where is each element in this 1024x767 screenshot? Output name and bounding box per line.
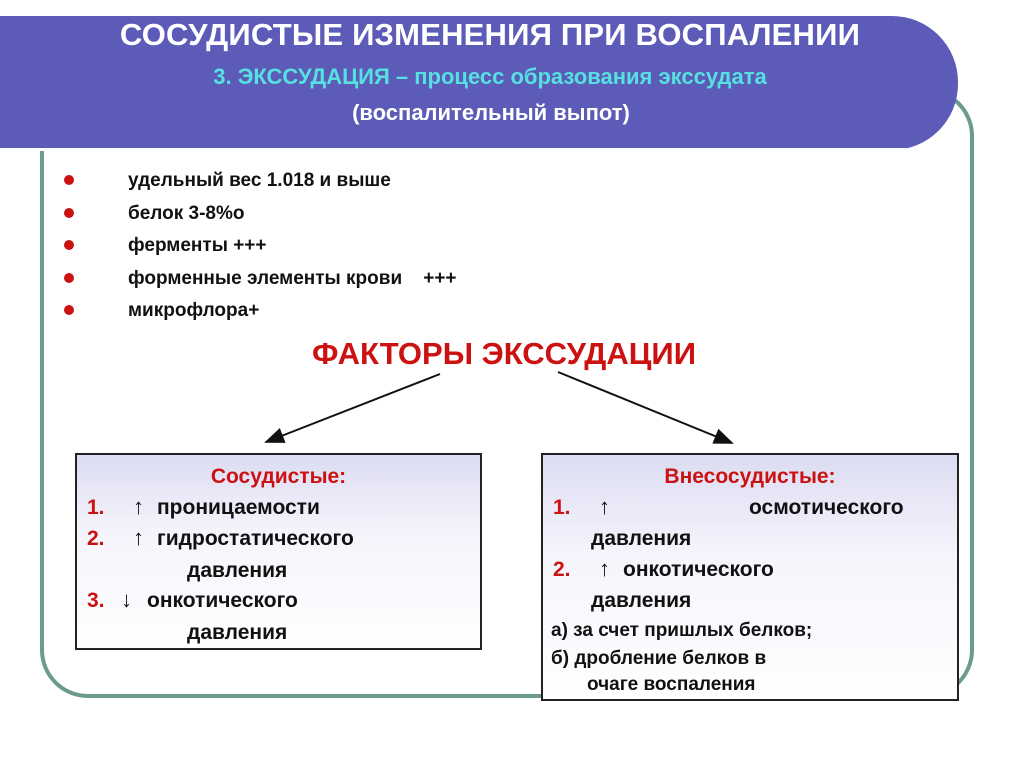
item-text-continued: давления xyxy=(187,559,288,582)
note-text: б) дробление белков в xyxy=(551,648,767,669)
arrow-up-icon: ↑ xyxy=(599,494,610,519)
item-number: 2. xyxy=(87,527,105,550)
arrow-up-icon: ↑ xyxy=(599,556,610,581)
arrow-up-icon: ↑ xyxy=(133,494,144,519)
page-subtitle: 3. ЭКССУДАЦИЯ – процесс образования экссудата xyxy=(213,64,767,89)
bullet-icon xyxy=(64,208,74,218)
item-number: 3. xyxy=(87,589,105,612)
page-title: СОСУДИСТЫЕ ИЗМЕНЕНИЯ ПРИ ВОСПАЛЕНИИ xyxy=(119,17,861,52)
item-number: 2. xyxy=(553,558,571,581)
note-text: очаге воспаления xyxy=(587,674,756,695)
item-number: 1. xyxy=(87,496,105,519)
page-subtitle-note: (воспалительный выпот) xyxy=(352,100,630,125)
factors-heading: ФАКТОРЫ ЭКССУДАЦИИ xyxy=(311,336,696,371)
item-text: проницаемости xyxy=(157,496,320,519)
item-text: онкотического xyxy=(147,589,298,612)
bullet-icon xyxy=(64,305,74,315)
vascular-title: Сосудистые: xyxy=(210,465,347,488)
arrow-down-icon: ↓ xyxy=(121,587,132,612)
note-text: а) за счет пришлых белков; xyxy=(551,620,813,641)
bullet-icon xyxy=(64,240,74,250)
bullet-icon xyxy=(64,273,74,283)
header-divider xyxy=(0,148,906,151)
item-text-continued: давления xyxy=(187,621,288,644)
vascular-factors-box xyxy=(75,453,482,650)
item-text: осмотического xyxy=(749,496,904,519)
item-text: онкотического xyxy=(623,558,774,581)
item-text-continued: давления xyxy=(591,589,692,612)
item-text: гидростатического xyxy=(157,527,354,550)
extravascular-title: Внесосудистые: xyxy=(664,465,836,488)
extravascular-factors-box xyxy=(541,453,959,701)
arrow-up-icon: ↑ xyxy=(133,525,144,550)
item-number: 1. xyxy=(553,496,571,519)
item-text-continued: давления xyxy=(591,527,692,550)
bullet-icon xyxy=(64,175,74,185)
